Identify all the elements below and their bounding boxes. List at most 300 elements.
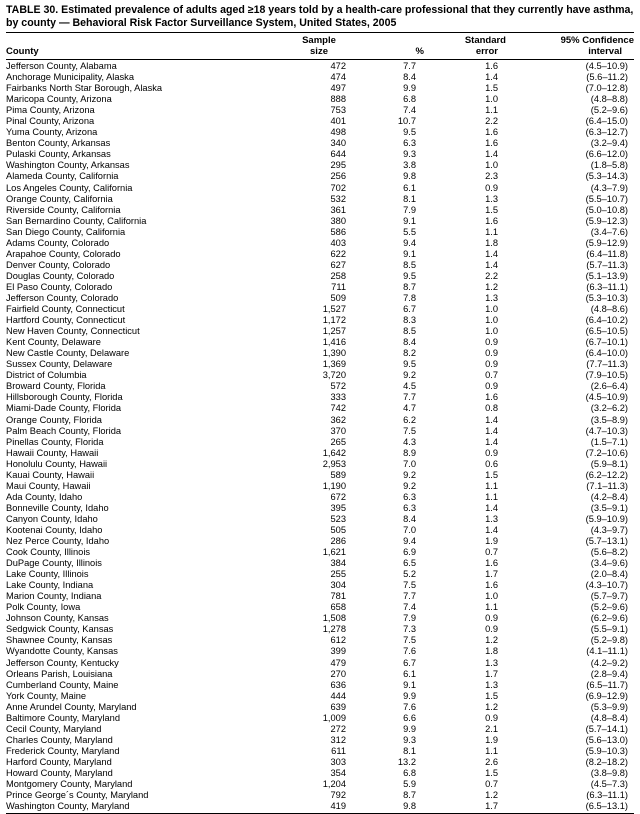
percent-cell: 6.9	[403, 547, 416, 558]
county-cell: Kent County, Delaware	[6, 337, 101, 348]
standard-error-cell: 1.0	[485, 315, 498, 326]
county-cell: Marion County, Indiana	[6, 591, 102, 602]
standard-error-cell: 1.6	[485, 127, 498, 138]
confidence-interval-cell: (5.5–10.7)	[585, 193, 628, 204]
standard-error-cell: 1.0	[485, 304, 498, 315]
percent-cell: 7.6	[403, 701, 416, 712]
confidence-interval-cell: (6.4–11.8)	[586, 248, 628, 259]
sample-size-cell: 1,621	[322, 547, 346, 558]
county-cell: Kootenai County, Idaho	[6, 524, 103, 535]
percent-cell: 6.3	[403, 491, 416, 502]
confidence-interval-cell: (7.7–11.3)	[586, 359, 628, 370]
county-cell: Cumberland County, Maine	[6, 679, 119, 690]
percent-cell: 6.1	[403, 668, 416, 679]
percent-cell: 6.6	[403, 712, 416, 723]
percent-cell: 6.7	[403, 657, 416, 668]
sample-size-cell: 333	[330, 392, 346, 403]
table-row	[6, 359, 634, 370]
table-row	[6, 171, 634, 182]
sample-size-cell: 354	[330, 768, 346, 778]
standard-error-cell: 1.3	[485, 657, 498, 668]
percent-cell: 8.4	[403, 513, 416, 524]
percent-cell: 7.4	[403, 602, 416, 613]
standard-error-cell: 1.2	[485, 790, 498, 801]
sample-size-cell: 1,172	[322, 315, 346, 326]
confidence-interval-cell: (6.9–12.9)	[585, 690, 628, 701]
standard-error-cell: 2.2	[485, 270, 498, 281]
county-cell: El Paso County, Colorado	[6, 281, 113, 292]
sample-size-cell: 258	[330, 270, 346, 281]
percent-cell: 7.9	[403, 613, 416, 624]
standard-error-cell: 1.1	[485, 226, 498, 237]
table-row	[6, 547, 634, 558]
standard-error-cell: 1.7	[485, 569, 498, 580]
table-row	[6, 116, 634, 127]
table-row	[6, 602, 634, 613]
standard-error-cell: 1.4	[485, 259, 498, 270]
table-row	[6, 94, 634, 105]
header-sample-top: Sample	[302, 35, 336, 46]
table-row	[6, 271, 634, 282]
county-cell: Alameda County, California	[6, 171, 119, 182]
county-cell: Bonneville County, Idaho	[6, 502, 109, 513]
table-row	[6, 514, 634, 525]
percent-cell: 9.5	[403, 270, 416, 281]
standard-error-cell: 0.8	[485, 403, 498, 414]
county-cell: San Bernardino County, California	[6, 215, 147, 226]
percent-cell: 6.8	[403, 768, 416, 778]
standard-error-cell: 0.9	[485, 359, 498, 370]
confidence-interval-cell: (4.8–8.8)	[590, 94, 628, 105]
percent-cell: 8.1	[403, 193, 416, 204]
sample-size-cell: 1,508	[322, 613, 346, 624]
confidence-interval-cell: (7.9–10.5)	[585, 370, 628, 381]
sample-size-cell: 711	[331, 281, 346, 292]
sample-size-cell: 340	[330, 138, 346, 149]
table-row	[6, 293, 634, 304]
sample-size-cell: 272	[330, 723, 346, 734]
sample-size-cell: 523	[330, 513, 346, 524]
county-cell: Honolulu County, Hawaii	[6, 458, 108, 469]
table-row	[6, 470, 634, 481]
sample-size-cell: 303	[330, 756, 346, 767]
standard-error-cell: 1.6	[485, 392, 498, 403]
percent-cell: 8.4	[403, 72, 416, 83]
table-row	[6, 437, 634, 448]
confidence-interval-cell: (5.9–12.9)	[585, 237, 628, 248]
confidence-interval-cell: (7.0–12.8)	[585, 83, 628, 94]
percent-cell: 9.1	[403, 248, 416, 259]
percent-cell: 6.8	[403, 94, 416, 105]
standard-error-cell: 1.4	[485, 502, 498, 513]
table-row	[6, 426, 634, 437]
table-row	[6, 160, 634, 171]
table-row	[6, 149, 634, 160]
sample-size-cell: 361	[330, 204, 346, 215]
percent-cell: 7.8	[403, 292, 416, 303]
standard-error-cell: 1.5	[485, 469, 498, 480]
confidence-interval-cell: (3.4–9.6)	[590, 558, 628, 569]
table-row	[6, 801, 634, 812]
percent-cell: 4.3	[403, 436, 416, 447]
sample-size-cell: 792	[330, 790, 346, 801]
standard-error-cell: 1.1	[485, 105, 498, 116]
county-cell: District of Columbia	[6, 370, 87, 381]
table-row	[6, 304, 634, 315]
table-row	[6, 392, 634, 403]
table-row	[6, 735, 634, 746]
table-row	[6, 591, 634, 602]
percent-cell: 9.4	[403, 536, 416, 547]
confidence-interval-cell: (6.5–13.1)	[585, 801, 628, 812]
table-row	[6, 669, 634, 680]
confidence-interval-cell: (6.6–12.0)	[585, 149, 628, 160]
standard-error-cell: 2.1	[485, 723, 498, 734]
county-cell: Wyandotte County, Kansas	[6, 646, 118, 657]
percent-cell: 6.5	[403, 558, 416, 569]
confidence-interval-cell: (6.3–11.1)	[586, 790, 628, 801]
county-cell: Canyon County, Idaho	[6, 513, 98, 524]
percent-cell: 6.3	[403, 138, 416, 149]
sample-size-cell: 265	[330, 436, 346, 447]
percent-cell: 7.5	[403, 425, 416, 436]
county-cell: Cecil County, Maryland	[6, 723, 102, 734]
percent-cell: 5.5	[403, 226, 416, 237]
confidence-interval-cell: (2.8–9.4)	[590, 668, 628, 679]
percent-cell: 9.8	[403, 801, 416, 812]
confidence-interval-cell: (5.9–10.9)	[585, 513, 628, 524]
table-row	[6, 757, 634, 768]
county-cell: Nez Perce County, Idaho	[6, 536, 110, 547]
county-cell: Montgomery County, Maryland	[6, 779, 133, 790]
sample-size-cell: 509	[330, 292, 346, 303]
standard-error-cell: 1.2	[485, 701, 498, 712]
sample-size-cell: 1,527	[322, 304, 346, 315]
county-cell: Pinellas County, Florida	[6, 436, 104, 447]
confidence-interval-cell: (1.5–7.1)	[590, 436, 628, 447]
sample-size-cell: 401	[330, 116, 346, 127]
county-cell: Orange County, Florida	[6, 414, 102, 425]
standard-error-cell: 0.9	[485, 712, 498, 723]
table-row	[6, 503, 634, 514]
percent-cell: 9.1	[403, 215, 416, 226]
standard-error-cell: 1.6	[485, 61, 498, 71]
table-row	[6, 370, 634, 381]
county-cell: Benton County, Arkansas	[6, 138, 111, 149]
sample-size-cell: 505	[330, 524, 346, 535]
percent-cell: 8.1	[403, 745, 416, 756]
county-cell: Fairbanks North Star Borough, Alaska	[6, 83, 163, 94]
table-row	[6, 227, 634, 238]
county-cell: Washington County, Maryland	[6, 801, 130, 812]
confidence-interval-cell: (4.3–9.7)	[590, 524, 628, 535]
sample-size-cell: 1,369	[322, 359, 346, 370]
table-row	[6, 658, 634, 669]
standard-error-cell: 1.1	[485, 491, 498, 502]
percent-cell: 6.7	[403, 304, 416, 315]
county-cell: Prince George´s County, Maryland	[6, 790, 149, 801]
confidence-interval-cell: (7.2–10.6)	[585, 447, 628, 458]
county-cell: Palm Beach County, Florida	[6, 425, 122, 436]
header-sample-bottom: size	[310, 46, 328, 57]
confidence-interval-cell: (1.8–5.8)	[590, 160, 628, 171]
county-cell: Frederick County, Maryland	[6, 745, 120, 756]
county-cell: Orange County, California	[6, 193, 113, 204]
standard-error-cell: 1.3	[485, 679, 498, 690]
sample-size-cell: 444	[330, 690, 346, 701]
county-cell: Denver County, Colorado	[6, 259, 111, 270]
table-row	[6, 216, 634, 227]
header-sample-size	[274, 35, 364, 57]
confidence-interval-cell: (5.9–10.3)	[585, 745, 628, 756]
confidence-interval-cell: (8.2–18.2)	[585, 756, 628, 767]
sample-size-cell: 395	[330, 502, 346, 513]
table-row	[6, 205, 634, 216]
confidence-interval-cell: (6.5–11.7)	[586, 679, 628, 690]
county-cell: Riverside County, California	[6, 204, 121, 215]
percent-cell: 9.9	[403, 723, 416, 734]
sample-size-cell: 399	[330, 646, 346, 657]
county-cell: Kauai County, Hawaii	[6, 469, 95, 480]
county-cell: Harford County, Maryland	[6, 756, 112, 767]
county-cell: Washington County, Arkansas	[6, 160, 130, 171]
confidence-interval-cell: (4.8–8.6)	[590, 304, 628, 315]
confidence-interval-cell: (5.3–9.9)	[590, 701, 628, 712]
header-ci-top: 95% Confidence	[560, 35, 634, 46]
county-cell: New Castle County, Delaware	[6, 348, 130, 359]
sample-size-cell: 1,009	[322, 712, 346, 723]
county-cell: Shawnee County, Kansas	[6, 635, 113, 646]
standard-error-cell: 1.5	[485, 204, 498, 215]
confidence-interval-cell: (2.0–8.4)	[590, 569, 628, 580]
table-row	[6, 238, 634, 249]
standard-error-cell: 1.0	[485, 591, 498, 602]
county-cell: Fairfield County, Connecticut	[6, 304, 125, 315]
sample-size-cell: 479	[330, 657, 346, 668]
table-row	[6, 194, 634, 205]
percent-cell: 9.3	[403, 734, 416, 745]
standard-error-cell: 1.6	[485, 580, 498, 591]
confidence-interval-cell: (5.0–10.8)	[585, 204, 628, 215]
county-cell: Maricopa County, Arizona	[6, 94, 112, 105]
standard-error-cell: 1.6	[485, 558, 498, 569]
confidence-interval-cell: (5.7–11.3)	[586, 259, 628, 270]
standard-error-cell: 1.4	[485, 524, 498, 535]
standard-error-cell: 1.1	[485, 745, 498, 756]
table-row	[6, 315, 634, 326]
table-body	[6, 60, 634, 812]
confidence-interval-cell: (5.1–13.9)	[585, 270, 628, 281]
standard-error-cell: 1.4	[485, 149, 498, 160]
percent-cell: 9.3	[403, 149, 416, 160]
standard-error-cell: 1.0	[485, 326, 498, 337]
table-row	[6, 768, 634, 779]
county-cell: York County, Maine	[6, 690, 87, 701]
table-row	[6, 492, 634, 503]
confidence-interval-cell: (6.2–12.2)	[585, 469, 628, 480]
county-cell: Charles County, Maryland	[6, 734, 113, 745]
percent-cell: 6.2	[403, 414, 416, 425]
percent-cell: 13.2	[397, 756, 416, 767]
percent-cell: 7.3	[403, 624, 416, 635]
sample-size-cell: 781	[330, 591, 346, 602]
sample-size-cell: 612	[330, 635, 346, 646]
confidence-interval-cell: (5.7–14.1)	[585, 723, 628, 734]
table-row	[6, 326, 634, 337]
table-row	[6, 183, 634, 194]
standard-error-cell: 1.5	[485, 83, 498, 94]
standard-error-cell: 0.9	[485, 337, 498, 348]
county-cell: Miami-Dade County, Florida	[6, 403, 122, 414]
confidence-interval-cell: (4.5–7.3)	[590, 779, 628, 790]
percent-cell: 9.9	[403, 83, 416, 94]
county-cell: Anchorage Municipality, Alaska	[6, 72, 134, 83]
percent-cell: 8.3	[403, 315, 416, 326]
confidence-interval-cell: (5.2–9.8)	[590, 635, 628, 646]
standard-error-cell: 1.4	[485, 425, 498, 436]
sample-size-cell: 497	[330, 83, 346, 94]
confidence-interval-cell: (4.2–9.2)	[590, 657, 628, 668]
table-row	[6, 790, 634, 801]
confidence-interval-cell: (3.8–9.8)	[590, 768, 628, 778]
sample-size-cell: 380	[330, 215, 346, 226]
confidence-interval-cell: (5.6–11.2)	[586, 72, 628, 83]
confidence-interval-cell: (6.7–10.1)	[585, 337, 628, 348]
table-row	[6, 580, 634, 591]
standard-error-cell: 0.7	[485, 370, 498, 381]
table-row	[6, 105, 634, 116]
confidence-interval-cell: (5.3–14.3)	[585, 171, 628, 182]
confidence-interval-cell: (4.7–10.3)	[585, 425, 628, 436]
percent-cell: 8.7	[403, 790, 416, 801]
sample-size-cell: 312	[330, 734, 346, 745]
standard-error-cell: 1.1	[485, 602, 498, 613]
percent-cell: 7.0	[403, 524, 416, 535]
county-cell: Anne Arundel County, Maryland	[6, 701, 137, 712]
standard-error-cell: 1.8	[485, 237, 498, 248]
standard-error-cell: 2.2	[485, 116, 498, 127]
percent-cell: 9.1	[403, 679, 416, 690]
standard-error-cell: 1.3	[485, 193, 498, 204]
table-row	[6, 635, 634, 646]
county-cell: Lake County, Indiana	[6, 580, 94, 591]
percent-cell: 9.2	[403, 469, 416, 480]
confidence-interval-cell: (5.5–9.1)	[590, 624, 628, 635]
county-cell: Pima County, Arizona	[6, 105, 95, 116]
table-row	[6, 680, 634, 691]
confidence-interval-cell: (4.8–8.4)	[590, 712, 628, 723]
county-cell: Johnson County, Kansas	[6, 613, 109, 624]
sample-size-cell: 474	[330, 72, 346, 83]
sample-size-cell: 636	[330, 679, 346, 690]
confidence-interval-cell: (5.6–13.0)	[585, 734, 628, 745]
table-row	[6, 72, 634, 83]
confidence-interval-cell: (4.3–7.9)	[590, 182, 628, 193]
sample-size-cell: 370	[330, 425, 346, 436]
confidence-interval-cell: (5.9–12.3)	[585, 215, 628, 226]
table-row	[6, 61, 634, 72]
percent-cell: 10.7	[397, 116, 416, 127]
table-row	[6, 127, 634, 138]
confidence-interval-cell: (5.2–9.6)	[590, 602, 628, 613]
county-cell: Broward County, Florida	[6, 381, 106, 392]
standard-error-cell: 0.9	[485, 447, 498, 458]
standard-error-cell: 1.9	[485, 536, 498, 547]
sample-size-cell: 384	[330, 558, 346, 569]
percent-cell: 7.5	[403, 635, 416, 646]
confidence-interval-cell: (5.3–10.3)	[585, 292, 628, 303]
standard-error-cell: 1.5	[485, 768, 498, 778]
percent-cell: 7.4	[403, 105, 416, 116]
sample-size-cell: 403	[330, 237, 346, 248]
header-se-bottom: error	[475, 46, 498, 57]
sample-size-cell: 1,416	[322, 337, 346, 348]
sample-size-cell: 270	[330, 668, 346, 679]
percent-cell: 9.2	[403, 480, 416, 491]
table-row	[6, 448, 634, 459]
standard-error-cell: 1.2	[485, 281, 498, 292]
table-header	[6, 33, 634, 59]
percent-cell: 7.9	[403, 204, 416, 215]
county-cell: Jefferson County, Colorado	[6, 292, 119, 303]
table-row	[6, 613, 634, 624]
sample-size-cell: 532	[330, 193, 346, 204]
county-cell: Adams County, Colorado	[6, 237, 110, 248]
sample-size-cell: 255	[330, 569, 346, 580]
confidence-interval-cell: (2.6–6.4)	[590, 381, 628, 392]
percent-cell: 7.7	[403, 392, 416, 403]
header-confidence-interval	[506, 35, 634, 57]
header-percent: %	[415, 46, 424, 57]
percent-cell: 9.5	[403, 359, 416, 370]
percent-cell: 7.6	[403, 646, 416, 657]
sample-size-cell: 295	[330, 160, 346, 171]
sample-size-cell: 1,204	[322, 779, 346, 790]
percent-cell: 8.7	[403, 281, 416, 292]
sample-size-cell: 589	[330, 469, 346, 480]
table-row	[6, 481, 634, 492]
standard-error-cell: 1.3	[485, 292, 498, 303]
sample-size-cell: 1,190	[322, 480, 346, 491]
percent-cell: 9.4	[403, 237, 416, 248]
percent-cell: 7.7	[403, 61, 416, 71]
table-row	[6, 713, 634, 724]
percent-cell: 5.9	[403, 779, 416, 790]
table-row	[6, 249, 634, 260]
county-cell: Hillsborough County, Florida	[6, 392, 123, 403]
sample-size-cell: 1,390	[322, 348, 346, 359]
table-row	[6, 381, 634, 392]
sample-size-cell: 702	[330, 182, 346, 193]
table-row	[6, 691, 634, 702]
confidence-interval-cell: (6.4–10.0)	[585, 348, 628, 359]
table-row	[6, 337, 634, 348]
county-cell: Jefferson County, Kentucky	[6, 657, 119, 668]
county-cell: Hawaii County, Hawaii	[6, 447, 99, 458]
table-row	[6, 746, 634, 757]
confidence-interval-cell: (4.1–11.1)	[586, 646, 628, 657]
sample-size-cell: 362	[330, 414, 346, 425]
standard-error-cell: 0.6	[485, 458, 498, 469]
percent-cell: 7.7	[403, 591, 416, 602]
standard-error-cell: 2.3	[485, 171, 498, 182]
county-cell: Sussex County, Delaware	[6, 359, 113, 370]
percent-cell: 3.8	[403, 160, 416, 171]
sample-size-cell: 572	[330, 381, 346, 392]
sample-size-cell: 611	[331, 745, 346, 756]
percent-cell: 5.2	[403, 569, 416, 580]
county-cell: DuPage County, Illinois	[6, 558, 102, 569]
